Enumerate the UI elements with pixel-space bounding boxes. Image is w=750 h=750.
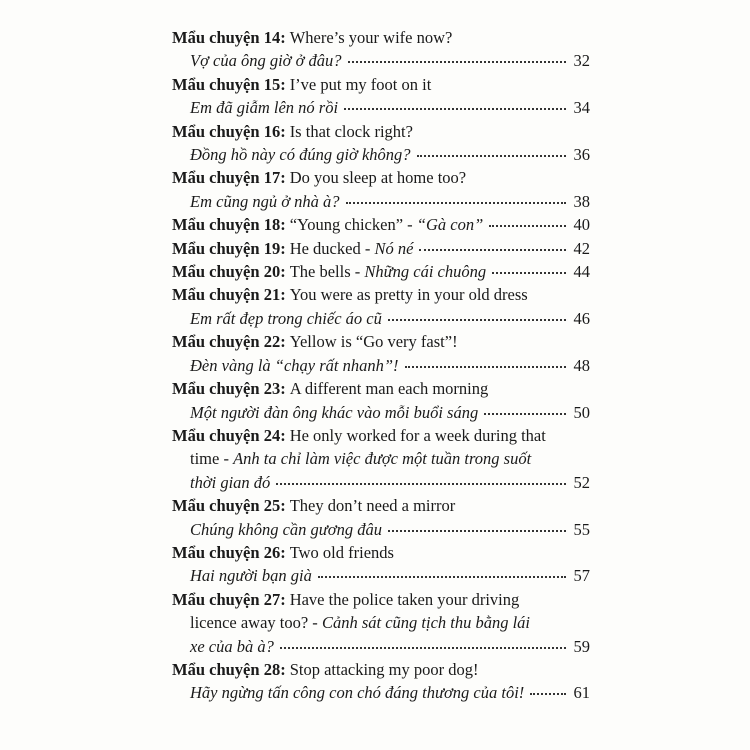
table-of-contents [172,26,590,705]
entry-label: Mẩu chuyện 16: [172,121,286,141]
entry-title: He only worked for a week during that [289,425,546,445]
entry-title-vi: Những cái chuông [364,262,487,282]
toc-entry-25 [172,494,590,541]
entry-title: Two old friends [289,542,394,562]
entry-label: Mẩu chuyện 21: [172,285,286,305]
entry-label: Mẩu chuyện 23: [172,379,286,399]
toc-entry-23 [172,377,590,424]
entry-subtitle: Đèn vàng là “chạy rất nhanh”! [190,355,399,375]
entry-title-cont: time - [190,449,229,469]
entry-subtitle: Đồng hồ này có đúng giờ không? [190,145,411,165]
toc-entry-26 [172,541,590,588]
dot-leader [344,107,566,110]
entry-label: Mẩu chuyện 26: [172,542,286,562]
toc-entry-16 [172,120,590,167]
entry-title: A different man each morning [289,379,489,399]
page-number: 42 [573,238,590,258]
dot-leader [492,271,566,274]
entry-title-vi: Anh ta chỉ làm việc được một tuần trong suốt [233,449,532,469]
entry-subtitle: Hai người bạn già [190,566,312,586]
entry-label: Mẩu chuyện 20: [172,262,286,282]
entry-title: He ducked - [289,238,371,258]
entry-label: Mẩu chuyện 15: [172,74,286,94]
entry-subtitle: Hãy ngừng tấn công con chó đáng thương của tôi! [190,683,525,703]
entry-label: Mẩu chuyện 22: [172,332,286,352]
entry-subtitle: Em cũng ngủ ở nhà à? [190,191,340,211]
dot-leader [419,248,566,251]
dot-leader [348,60,566,63]
page-number: 55 [573,519,590,539]
page-number: 61 [573,683,590,703]
page-number: 52 [573,472,590,492]
dot-leader [388,529,566,532]
dot-leader [417,154,566,157]
page-number: 32 [573,51,590,71]
entry-title-vi: Nó né [374,238,414,258]
entry-subtitle: xe của bà à? [190,636,274,656]
entry-title-vi: Cảnh sát cũng tịch thu bằng lái [321,613,531,633]
page-number: 34 [573,98,590,118]
dot-leader [280,646,566,649]
entry-title: They don’t need a mirror [289,496,456,516]
entry-label: Mẩu chuyện 19: [172,238,286,258]
entry-title: The bells - [289,262,361,282]
entry-label: Mẩu chuyện 24: [172,425,286,445]
entry-title: Have the police taken your driving [289,589,520,609]
entry-title-cont: licence away too? - [190,613,318,633]
entry-title-vi: “Gà con” [416,215,484,235]
toc-entry-14 [172,26,590,73]
page-number: 46 [573,308,590,328]
entry-label: Mẩu chuyện 17: [172,168,286,188]
toc-entry-22 [172,330,590,377]
dot-leader [318,575,566,578]
entry-subtitle: Em đã giẫm lên nó rồi [190,98,339,118]
entry-subtitle: Một người đàn ông khác vào mỗi buổi sáng [190,402,479,422]
entry-label: Mẩu chuyện 25: [172,496,286,516]
toc-entry-18 [172,213,590,236]
entry-title: Yellow is “Go very fast”! [289,332,458,352]
page-number: 36 [573,145,590,165]
entry-label: Mẩu chuyện 28: [172,659,286,679]
dot-leader [276,482,566,485]
page-number: 44 [573,262,590,282]
entry-subtitle: Em rất đẹp trong chiếc áo cũ [190,308,382,328]
page-number: 48 [573,355,590,375]
page-number: 59 [573,636,590,656]
entry-title: You were as pretty in your old dress [289,285,528,305]
entry-subtitle: thời gian đó [190,472,271,492]
dot-leader [346,201,567,204]
entry-title: “Young chicken” - [289,215,413,235]
dot-leader [484,412,566,415]
toc-entry-24 [172,424,590,494]
entry-title: I’ve put my foot on it [289,74,432,94]
dot-leader [388,318,566,321]
dot-leader [530,692,566,695]
toc-entry-15 [172,73,590,120]
page-number: 38 [573,191,590,211]
toc-entry-17 [172,166,590,213]
entry-title: Where’s your wife now? [289,28,453,47]
page-number: 57 [573,566,590,586]
toc-entry-21 [172,283,590,330]
entry-subtitle: Chúng không cần gương đâu [190,519,382,539]
entry-label: Mẩu chuyện 14: [172,28,286,47]
entry-label: Mẩu chuyện 27: [172,589,286,609]
entry-subtitle: Vợ của ông giờ ở đâu? [190,51,342,71]
entry-title: Do you sleep at home too? [289,168,467,188]
page-number: 40 [573,215,590,235]
dot-leader [489,224,566,227]
entry-label: Mẩu chuyện 18: [172,215,286,235]
dot-leader [405,365,566,368]
toc-entry-28 [172,658,590,705]
toc-entry-20 [172,260,590,283]
entry-title: Stop attacking my poor dog! [289,659,479,679]
toc-entry-19 [172,237,590,260]
page-number: 50 [573,402,590,422]
toc-entry-27 [172,588,590,658]
entry-title: Is that clock right? [289,121,413,141]
